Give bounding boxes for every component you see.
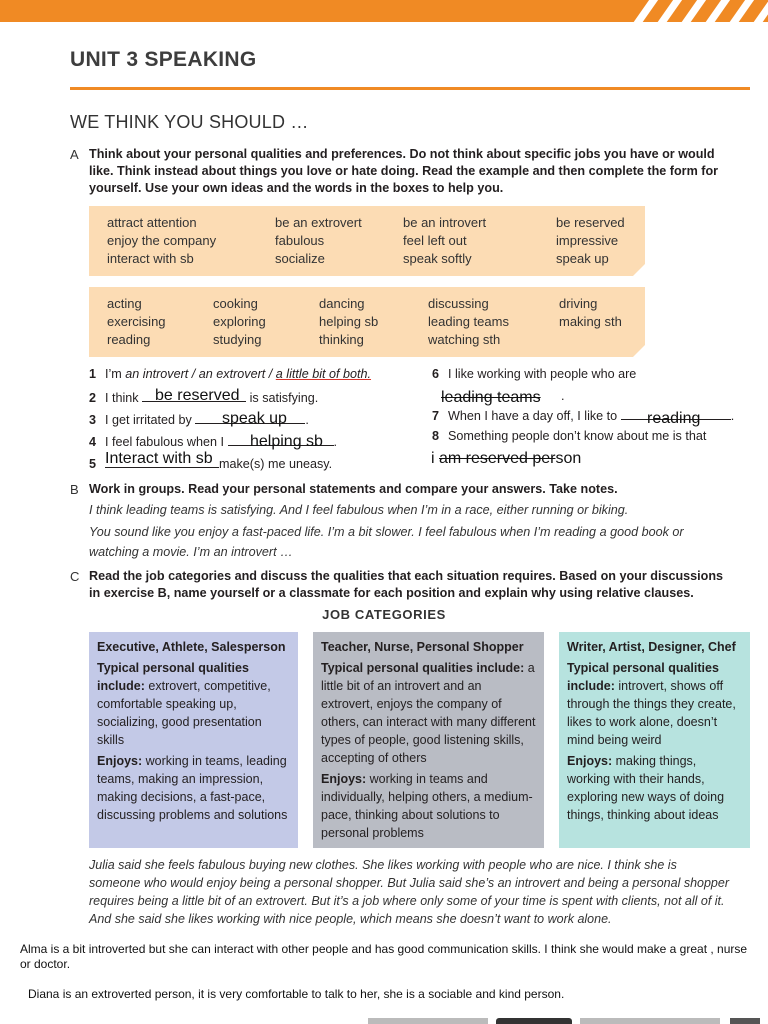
word-item: be an extrovert bbox=[275, 215, 362, 230]
statement-options: an introvert / an extrovert / bbox=[125, 367, 276, 381]
word-item: thinking bbox=[319, 332, 364, 347]
statement-text: When I have a day off, I like to bbox=[448, 409, 618, 423]
example-paragraph: Julia said she feels fabulous buying new clothes. She likes working with people who are nice. I think she is someone who would enjoy being a personal shopper. But Julia said she’s an introvert and being a personal shopper requires being a little bit of an extrovert. But it’s a job where only some of your time is spent with clients, not all of it. And she said she likes working with nice people, which means she doesn’t want to work alone. bbox=[89, 858, 730, 926]
bar-stripe bbox=[700, 0, 733, 22]
section-b-letter: B bbox=[70, 482, 79, 497]
answer-2: be reserved bbox=[155, 387, 240, 404]
bar-stripe bbox=[724, 0, 757, 22]
enjoys-label: Enjoys: bbox=[321, 772, 367, 786]
answer-text: son bbox=[555, 450, 582, 467]
job-category-card-2 bbox=[313, 632, 544, 848]
word-item: dancing bbox=[319, 296, 365, 311]
enjoys-text: working in teams and individually, helping others, a medium-pace, thinking about solutions to personal problems bbox=[321, 772, 533, 840]
statement-6 bbox=[432, 367, 636, 381]
qualities-label: Typical personal qualities include: bbox=[321, 661, 525, 675]
qualities-text: extrovert, competitive, comfortable speaking up, socializing, good presentation skills bbox=[97, 679, 271, 747]
job-category-card-1 bbox=[89, 632, 298, 848]
typed-answer-alma: Alma is a bit introverted but she can interact with other people and has good communication skills. I think she would make a great , nurse or doctor. bbox=[20, 942, 748, 971]
statement-text: I think bbox=[105, 391, 139, 405]
box-corner bbox=[633, 345, 645, 357]
title-rule bbox=[70, 87, 750, 90]
statement-number: 5 bbox=[89, 457, 97, 471]
word-item: discussing bbox=[428, 296, 489, 311]
statement-number: 1 bbox=[89, 367, 97, 381]
word-item: attract attention bbox=[107, 215, 197, 230]
bar-stripe bbox=[652, 0, 685, 22]
top-accent-bar bbox=[0, 0, 768, 22]
section-title: WE THINK YOU SHOULD … bbox=[70, 112, 309, 132]
word-item: watching sth bbox=[428, 332, 501, 347]
word-item: fabulous bbox=[275, 233, 325, 248]
box-corner bbox=[633, 264, 645, 276]
page-number-fragment bbox=[730, 1018, 760, 1024]
word-item: interact with sb bbox=[107, 251, 194, 266]
statement-text: is satisfying. bbox=[249, 391, 319, 405]
qualities-text: introvert, shows off through the things they create, likes to work alone, doesn’t mind being weird bbox=[567, 679, 736, 747]
answer-7: reading bbox=[647, 410, 701, 427]
example-statement-2: You sound like you enjoy a fast-paced life. I’m a bit slower. I feel fabulous when I’m reading a good book or watching a movie. I’m an introvert … bbox=[89, 525, 684, 559]
section-a-instructions: Think about your personal qualities and preferences. Do not think about specific jobs you have or would like. Think instead about things you love or hate doing. Read the example and then complete the form for yourself. Use your own ideas and the words in the boxes to help you. bbox=[89, 147, 719, 195]
word-column bbox=[107, 295, 166, 349]
bar-stripe bbox=[628, 0, 661, 22]
word-column bbox=[559, 295, 622, 331]
statement-1 bbox=[89, 367, 371, 381]
unit-title: UNIT 3 SPEAKING bbox=[70, 48, 257, 71]
statement-text: I like working with people who are bbox=[448, 367, 637, 381]
statement-text: make(s) me uneasy. bbox=[219, 457, 333, 471]
selected-option: a little bit of both. bbox=[275, 367, 372, 381]
statement-text: Something people don’t know about me is that bbox=[448, 429, 707, 443]
enjoys-text: working in teams, leading teams, making an impression, making decisions, a fast-pace, discussing problems and solutions bbox=[97, 754, 288, 822]
answer-text: am reserved per bbox=[439, 450, 556, 467]
statement-text: I feel fabulous when I bbox=[105, 435, 225, 449]
word-item: making sth bbox=[559, 314, 622, 329]
answer-8 bbox=[431, 450, 581, 468]
qualities-text: a little bit of an introvert and an extrovert, enjoys the company of others, can interact with many different types of people, good listening skills, accepting of others bbox=[321, 661, 536, 765]
word-column bbox=[213, 295, 266, 349]
word-item: be an introvert bbox=[403, 215, 487, 230]
qualities-label: Typical personal qualities include: bbox=[567, 661, 719, 693]
word-item: be reserved bbox=[556, 215, 625, 230]
word-item: driving bbox=[559, 296, 598, 311]
word-item: cooking bbox=[213, 296, 258, 311]
statement-number: 7 bbox=[432, 409, 440, 423]
word-item: speak softly bbox=[403, 251, 472, 266]
example-statement-1: I think leading teams is satisfying. And I feel fabulous when I’m in a race, either running or biking. bbox=[89, 503, 629, 517]
statement-text: I’m bbox=[105, 367, 126, 381]
statement-6-end: . bbox=[561, 389, 565, 403]
statement-text: I get irritated by bbox=[105, 413, 192, 427]
answer-text: i bbox=[431, 450, 439, 467]
word-item: exercising bbox=[107, 314, 166, 329]
category-title: Teacher, Nurse, Personal Shopper bbox=[321, 640, 524, 654]
section-b-instructions: Work in groups. Read your personal statements and compare your answers. Take notes. bbox=[89, 482, 618, 496]
statement-number: 3 bbox=[89, 413, 97, 427]
statement-number: 2 bbox=[89, 391, 97, 405]
word-column bbox=[275, 214, 362, 268]
word-item: impressive bbox=[556, 233, 619, 248]
word-column bbox=[319, 295, 378, 349]
section-a-letter: A bbox=[70, 147, 79, 162]
statement-text: . bbox=[730, 409, 735, 423]
job-categories-heading: JOB CATEGORIES bbox=[322, 607, 446, 622]
word-item: enjoy the company bbox=[107, 233, 217, 248]
qualities-label: Typical personal qualities include: bbox=[97, 661, 249, 693]
word-item: reading bbox=[107, 332, 151, 347]
answer-3: speak up bbox=[222, 410, 287, 427]
enjoys-text: making things, working with their hands, exploring new ways of doing things, thinking about ideas bbox=[567, 754, 725, 822]
word-item: socialize bbox=[275, 251, 325, 266]
word-column bbox=[556, 214, 625, 268]
word-item: leading teams bbox=[428, 314, 509, 329]
statement-8 bbox=[432, 429, 706, 443]
statement-number: 6 bbox=[432, 367, 440, 381]
footer-text-fragment bbox=[580, 1018, 720, 1024]
bar-stripe bbox=[676, 0, 709, 22]
word-column bbox=[428, 295, 509, 349]
word-item: speak up bbox=[556, 251, 609, 266]
typed-answer-diana: Diana is an extroverted person, it is very comfortable to talk to her, she is a sociable and kind person. bbox=[28, 987, 565, 1001]
category-title: Executive, Athlete, Salesperson bbox=[97, 640, 286, 654]
word-box-2 bbox=[89, 287, 645, 357]
statement-text: . bbox=[333, 435, 338, 449]
enjoys-label: Enjoys: bbox=[567, 754, 613, 768]
answer-4: helping sb bbox=[250, 433, 323, 450]
footer-badge bbox=[496, 1018, 572, 1024]
word-item: helping sb bbox=[319, 314, 379, 329]
answer-5: Interact with sb bbox=[105, 450, 213, 467]
word-item: studying bbox=[213, 332, 262, 347]
section-c-letter: C bbox=[70, 569, 80, 584]
word-item: acting bbox=[107, 296, 142, 311]
word-column bbox=[403, 214, 486, 268]
footer-text-fragment bbox=[368, 1018, 488, 1024]
statement-number: 8 bbox=[432, 429, 440, 443]
answer-6: leading teams bbox=[441, 389, 541, 406]
enjoys-label: Enjoys: bbox=[97, 754, 143, 768]
statement-number: 4 bbox=[89, 435, 97, 449]
section-c-instructions: Read the job categories and discuss the qualities that each situation requires. Based on your discussions in exercise B, name yourself or a classmate for each position and explain why using relative clauses. bbox=[89, 569, 724, 600]
word-item: exploring bbox=[213, 314, 266, 329]
word-item: feel left out bbox=[403, 233, 467, 248]
word-box-1 bbox=[89, 206, 645, 276]
statement-text: . bbox=[305, 413, 309, 427]
word-column bbox=[107, 214, 216, 268]
job-category-card-3 bbox=[559, 632, 750, 848]
category-title: Writer, Artist, Designer, Chef bbox=[567, 640, 736, 654]
